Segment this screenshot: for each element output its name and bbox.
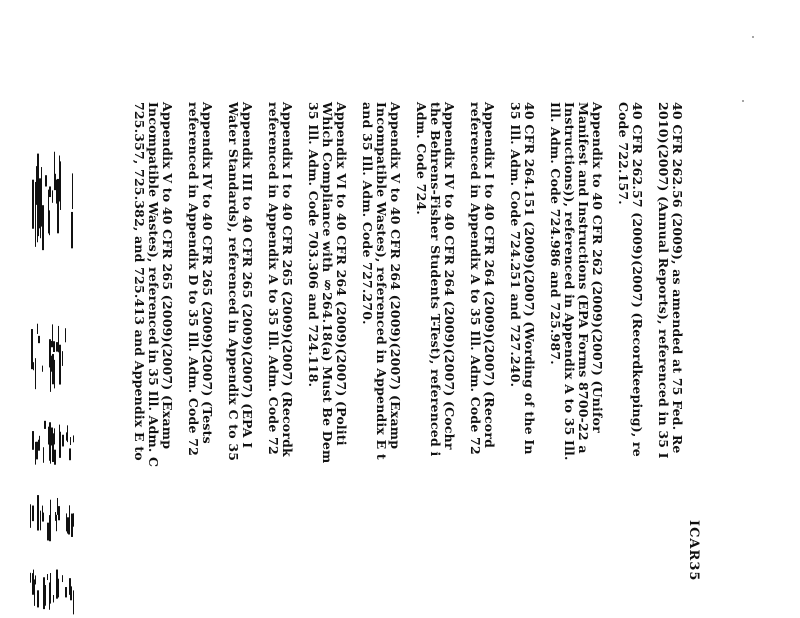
entry-line: Appendix VI to 40 CFR 264 (2009)(2007) (Politi — [334, 102, 349, 446]
scan-streak — [62, 435, 64, 447]
scan-streak — [49, 339, 51, 367]
scan-streak — [47, 574, 48, 580]
scan-streak — [68, 518, 70, 535]
scan-streak — [45, 175, 47, 186]
entry-line: referenced in Appendix A to 35 Ill. Adm. Code 72 — [266, 102, 281, 455]
page-header: ICAR35 — [686, 520, 701, 582]
scan-streak — [33, 570, 34, 581]
scan-edge-artifact — [0, 0, 90, 618]
scan-streak — [71, 514, 73, 537]
scan-streak — [35, 358, 36, 389]
scan-streak — [59, 156, 60, 202]
scan-speck — [742, 100, 744, 102]
scan-streak — [35, 182, 36, 247]
scan-streak — [49, 515, 51, 541]
scan-streak — [42, 513, 44, 522]
scan-streak — [42, 205, 44, 250]
entry-line: and 35 Ill. Adm. Code 727.270. — [360, 102, 375, 325]
scan-streak — [43, 447, 44, 463]
scan-streak — [73, 513, 74, 526]
scan-streak — [57, 579, 59, 598]
entry-line: 35 Ill. Adm. Code 703.306 and 724.118. — [306, 102, 321, 388]
scan-streak — [69, 448, 71, 460]
scan-streak — [34, 579, 35, 605]
scan-streak — [72, 173, 73, 209]
entry-line: Incompatible Wastes), referenced in 35 Ill. Adm. C — [146, 102, 161, 468]
scan-streak — [49, 587, 50, 609]
scan-streak — [66, 432, 67, 440]
scan-streak — [35, 575, 36, 584]
scan-streak — [42, 366, 43, 372]
scan-streak — [56, 342, 58, 351]
entry-line: Instructions)), referenced in Appendix A to 35 Ill. — [562, 102, 577, 461]
scan-streak — [36, 442, 38, 460]
scan-streak — [40, 511, 41, 531]
scan-streak — [48, 190, 49, 234]
entry-line: referenced in Appendix D to 35 Ill. Adm. Code 72 — [186, 102, 201, 456]
scan-streak — [47, 523, 49, 541]
entry-line: 725.357, 725.382, and 725.413 and Appendix E to — [132, 102, 147, 461]
scan-streak — [38, 440, 40, 451]
scan-streak — [37, 221, 38, 242]
scan-streak — [30, 504, 31, 528]
entry-line: 40 CFR 262.56 (2009), as amended at 75 Fed. Re — [670, 102, 685, 454]
scan-streak — [70, 437, 71, 445]
entry-line: Appendix III to 40 CFR 265 (2009)(2007) (EPA I — [240, 102, 255, 449]
scan-streak — [54, 428, 55, 444]
scan-streak — [52, 190, 53, 202]
scan-streak — [32, 180, 34, 229]
scan-streak — [57, 507, 58, 515]
scan-streak — [71, 212, 73, 248]
scan-streak — [44, 421, 46, 429]
scan-streak — [36, 166, 37, 205]
scan-streak — [57, 498, 58, 507]
scan-streak — [32, 338, 33, 354]
scan-streak — [35, 442, 36, 465]
scan-streak — [33, 362, 34, 370]
scan-streak — [39, 178, 41, 228]
scan-streak — [32, 431, 34, 450]
scan-streak — [37, 590, 39, 607]
entry-line: Appendix to 40 CFR 262 (2009)(2007) (Unifor — [590, 102, 605, 433]
scan-streak — [69, 578, 71, 595]
scan-streak — [65, 587, 67, 597]
entry-line: 2010)(2007) (Annual Reports), referenced in 35 I — [656, 102, 671, 459]
scan-streak — [69, 505, 70, 518]
scan-streak — [48, 427, 49, 445]
scan-streak — [54, 450, 56, 465]
scan-streak — [58, 326, 59, 352]
scan-streak — [37, 495, 39, 530]
entry-line: Water Standards), referenced in Appendix C to 35 — [226, 102, 241, 462]
scan-streak — [53, 341, 55, 352]
scan-streak — [73, 590, 74, 614]
entry-line: Appendix V to 40 CFR 265 (2009)(2007) (Examp — [160, 102, 175, 450]
scan-streak — [51, 428, 53, 446]
entry-line: 40 CFR 262.57 (2009)(2007) (Recordkeeping), re — [630, 102, 645, 457]
scan-streak — [57, 179, 59, 233]
scan-streak — [67, 425, 68, 442]
scan-streak — [54, 152, 55, 185]
entry-line: Incompatible Wastes), referenced in Appendix E t — [374, 102, 389, 460]
entry-line: Appendix IV to 40 CFR 265 (2009)(2007) (Tests — [200, 102, 215, 444]
scan-streak — [62, 575, 63, 582]
scan-streak — [32, 506, 34, 522]
entry-line: Which Compliance with §264.18(a) Must Be Dem — [320, 102, 335, 464]
scan-streak — [37, 324, 38, 334]
entry-line: Adm. Code 724. — [414, 102, 429, 215]
scan-streak — [50, 366, 51, 392]
entry-line: Appendix I to 40 CFR 264 (2009)(2007) (Record — [482, 102, 497, 449]
scan-streak — [73, 435, 74, 442]
scan-streak — [51, 341, 53, 347]
scan-streak — [59, 425, 60, 453]
scan-streak — [52, 354, 54, 384]
scan-streak — [60, 161, 61, 210]
entry-line: Ill. Adm. Code 724.986 and 725.987. — [548, 102, 563, 365]
entry-line: 40 CFR 264.151 (2009)(2007) (Wording of the In — [522, 102, 537, 455]
scan-streak — [62, 351, 63, 366]
scan-streak — [59, 345, 61, 385]
scan-streak — [41, 167, 42, 227]
entry-line: Appendix IV to 40 CFR 264 (2009)(2007) (Cochr — [442, 102, 457, 450]
entry-line: referenced in Appendix A to 35 Ill. Adm. Code 72 — [468, 102, 483, 455]
entry-line: the Behrens-Fisher Students T-Test), referenced i — [428, 102, 443, 457]
scan-streak — [49, 186, 51, 197]
scan-streak — [65, 328, 66, 342]
entry-line: Appendix I to 40 CFR 265 (2009)(2007) (Recordk — [280, 102, 295, 457]
scan-speck — [752, 36, 754, 38]
scan-streak — [56, 515, 57, 531]
entry-line: 35 Ill. Adm. Code 724.251 and 727.240. — [508, 102, 523, 388]
scan-streak — [38, 336, 40, 343]
scan-streak — [66, 513, 67, 531]
scan-streak — [45, 585, 46, 593]
scan-streak — [43, 577, 45, 609]
scan-streak — [50, 437, 51, 464]
scan-streak — [55, 512, 56, 521]
scan-streak — [53, 595, 54, 602]
scan-streak — [30, 573, 31, 583]
entry-line: Code 722.157. — [616, 102, 631, 205]
scan-streak — [54, 360, 55, 389]
scan-streak — [58, 506, 60, 520]
entry-line: Manifest and Instructions (EPA Forms 8700-22 a — [576, 102, 591, 454]
entry-line: Appendix V to 40 CFR 264 (2009)(2007) (Examp — [388, 102, 403, 450]
scan-streak — [49, 210, 50, 235]
